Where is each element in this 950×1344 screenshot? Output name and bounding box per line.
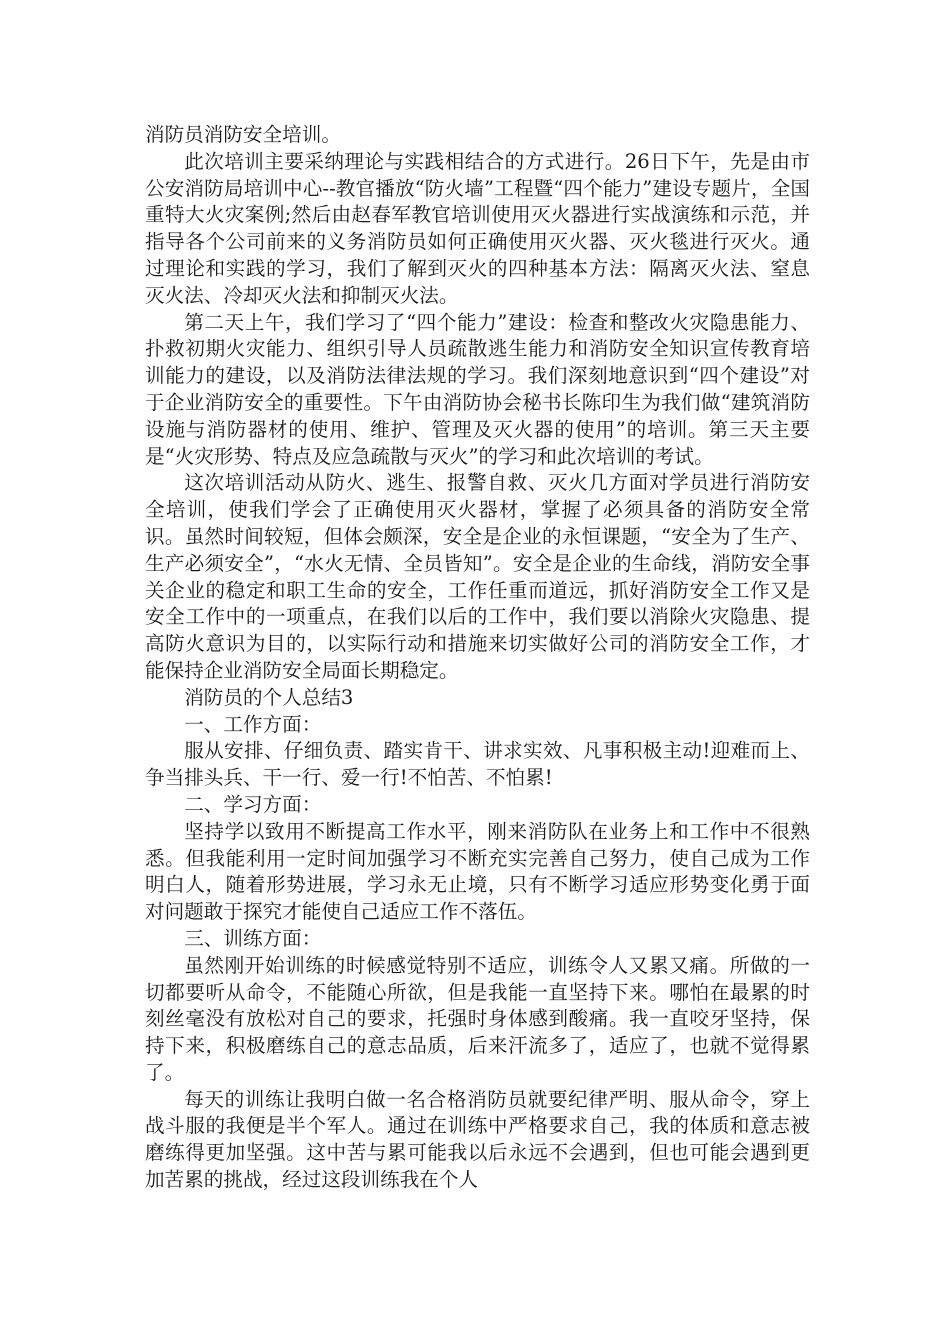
section-title: 消防员的个人总结3 <box>184 685 354 709</box>
paragraph: 此次培训主要采纳理论与实践相结合的方式进行。26日下午，先是由市公安消防局培训中心--教官播放“防火墙”工程暨“四个能力”建设专题片，全国重特大火灾案例;然后由赵春军教官培训使用灭火器进行实战演练和示范，并指导各个公司前来的义务消防员如何正确使用灭火器、灭火毯进行灭火。通过理论和实践的学习，我们了解到灭火的四种基本方法：隔离灭火法、窒息灭火法、冷却灭火法和抑制灭火法。 <box>145 149 810 307</box>
paragraph: 坚持学以致用不断提高工作水平，刚来消防队在业务上和工作中不很熟悉。但我能利用一定时间加强学习不断充实完善自己努力，使自己成为工作明白人，随着形势进展，学习永无止境，只有不断学习适应形势变化勇于面对问题敢于探究才能使自己适应工作不落伍。 <box>145 819 810 924</box>
section-heading-study: 二、学习方面： <box>184 792 322 816</box>
paragraph: 服从安排、仔细负责、踏实肯干、讲求实效、凡事积极主动!迎难而上、争当排头兵、干一行、爱一行!不怕苦、不怕累! <box>145 739 810 790</box>
section-heading-training: 三、训练方面： <box>184 926 322 950</box>
paragraph: 消防员消防安全培训。 <box>145 123 341 146</box>
paragraph: 这次培训活动从防火、逃生、报警自救、灭火几方面对学员进行消防安全培训，使我们学会了正确使用灭火器材，掌握了必须具备的消防安全常识。虽然时间较短，但体会颇深，安全是企业的永恒课题，“安全为了生产、生产必须安全”，“水火无情、全员皆知”。安全是企业的生命线，消防安全事关企业的稳定和职工生命的安全，工作任重而道远，抓好消防安全工作又是安全工作中的一项重点，在我们以后的工作中，我们要以消除火灾隐患、提高防火意识为目的，以实际行动和措施来切实做好公司的消防安全工作，才能保持企业消防安全局面长期稳定。 <box>145 471 810 682</box>
paragraph: 每天的训练让我明白做一名合格消防员就要纪律严明、服从命令，穿上战斗服的我便是半个军人。通过在训练中严格要求自己，我的体质和意志被磨练得更加坚强。这中苦与累可能我以后永远不会遇到，但也可能会遇到更加苦累的挑战，经过这段训练我在个人 <box>145 1087 810 1192</box>
document-body <box>145 122 810 1194</box>
section-heading-work: 一、工作方面： <box>184 712 322 736</box>
paragraph: 第二天上午，我们学习了“四个能力”建设：检查和整改火灾隐患能力、扑救初期火灾能力、组织引导人员疏散逃生能力和消防安全知识宣传教育培训能力的建设，以及消防法律法规的学习。我们深刻地意识到“四个建设”对于企业消防安全的重要性。下午由消防协会秘书长陈印生为我们做“建筑消防设施与消防器材的使用、维护、管理及灭火器的使用”的培训。第三天主要是“火灾形势、特点及应急疏散与灭火”的学习和此次培训的考试。 <box>145 310 810 468</box>
paragraph: 虽然刚开始训练的时候感觉特别不适应，训练令人又累又痛。所做的一切都要听从命令，不能随心所欲，但是我能一直坚持下来。哪怕在最累的时刻丝毫没有放松对自己的要求，托强时身体感到酸痛。我一直咬牙坚持，保持下来，积极磨练自己的意志品质，后来汗流多了，适应了，也就不觉得累了。 <box>145 953 810 1084</box>
